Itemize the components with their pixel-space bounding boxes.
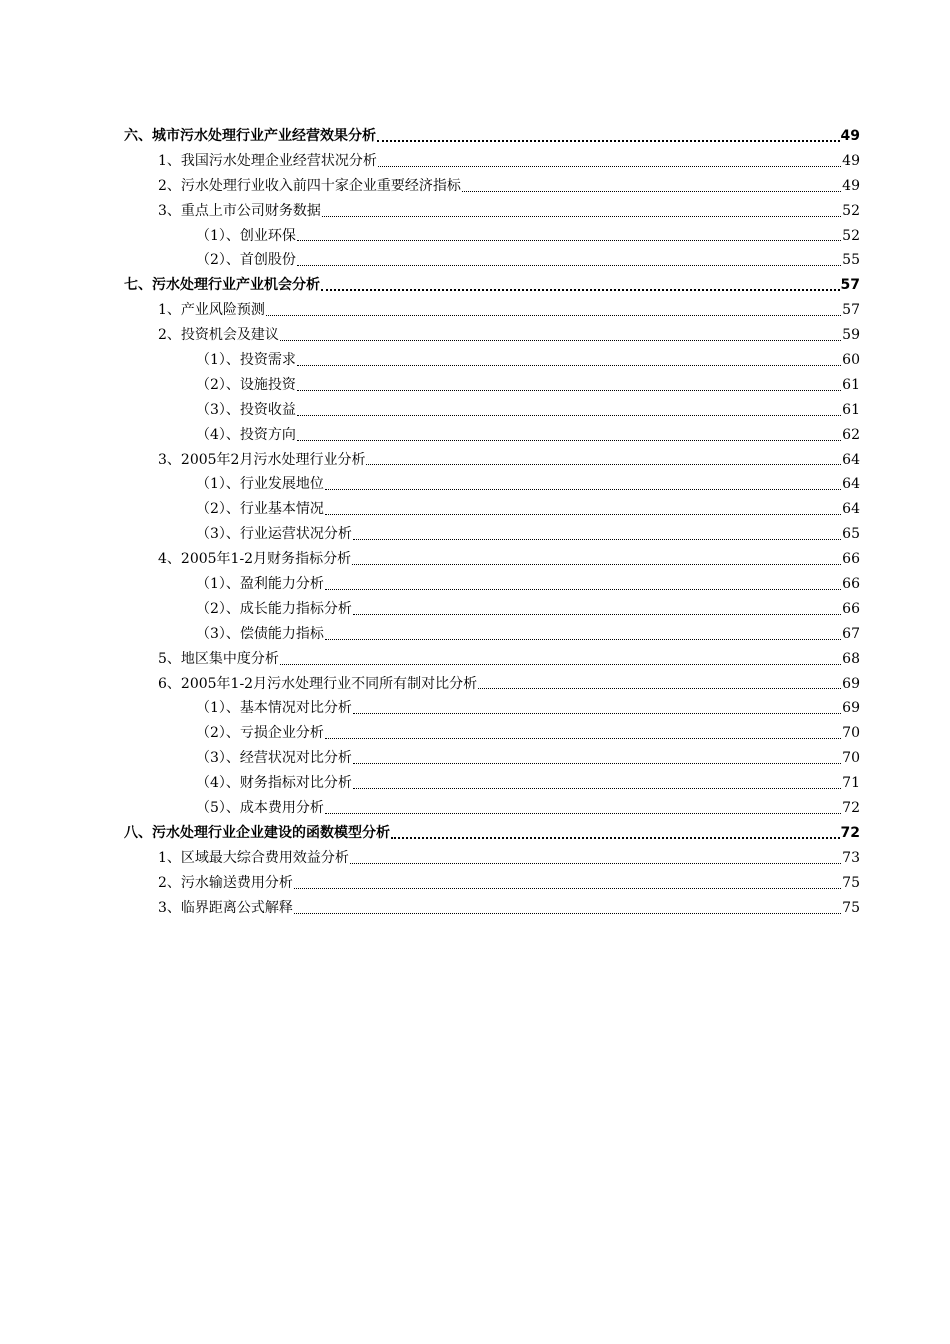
- toc-entry[interactable]: [124, 896, 860, 921]
- toc-dot-leader: [297, 239, 841, 241]
- toc-dot-leader: [391, 836, 840, 839]
- toc-dot-leader: [297, 414, 841, 416]
- toc-chapter-entry[interactable]: [124, 273, 860, 298]
- toc-page-number: 64: [842, 501, 860, 518]
- toc-entry[interactable]: [124, 348, 860, 373]
- toc-entry[interactable]: [124, 721, 860, 746]
- toc-dot-leader: [366, 463, 841, 465]
- toc-entry-title: （1）、投资需求: [196, 352, 296, 369]
- toc-page-number: 62: [842, 426, 860, 443]
- toc-dot-leader: [353, 787, 841, 789]
- toc-page-number: 64: [842, 451, 860, 468]
- toc-page-number: 61: [842, 376, 860, 393]
- toc-entry-title: 2、投资机会及建议: [158, 327, 279, 344]
- toc-chapter-entry[interactable]: [124, 124, 860, 149]
- toc-page-number: 75: [842, 874, 860, 891]
- toc-page-number: 68: [842, 650, 860, 667]
- toc-entry[interactable]: [124, 423, 860, 448]
- toc-entry-title: 2、污水输送费用分析: [158, 874, 293, 891]
- toc-entry[interactable]: [124, 871, 860, 896]
- toc-dot-leader: [297, 264, 841, 266]
- toc-dot-leader: [353, 613, 841, 615]
- toc-page-number: 69: [842, 675, 860, 692]
- toc-entry[interactable]: [124, 398, 860, 423]
- toc-page-number: 64: [842, 476, 860, 493]
- toc-entry[interactable]: [124, 472, 860, 497]
- toc-entry-title: （2）、行业基本情况: [196, 501, 324, 518]
- toc-dot-leader: [377, 139, 840, 142]
- toc-dot-leader: [294, 912, 841, 914]
- toc-entry-title: （1）、创业环保: [196, 227, 296, 244]
- toc-entry-title: 3、2005年2月污水处理行业分析: [158, 451, 366, 468]
- toc-page-number: 49: [842, 177, 860, 194]
- toc-page-number: 57: [840, 277, 860, 294]
- toc-entry-title: （5）、成本费用分析: [196, 800, 324, 817]
- toc-entry-title: （1）、行业发展地位: [196, 476, 324, 493]
- toc-dot-leader: [353, 538, 841, 540]
- toc-entry-title: （1）、盈利能力分析: [196, 576, 324, 593]
- toc-entry-title: 3、重点上市公司财务数据: [158, 202, 321, 219]
- toc-entry[interactable]: [124, 572, 860, 597]
- toc-page-number: 60: [842, 352, 860, 369]
- toc-page-number: 71: [842, 775, 860, 792]
- toc-dot-leader: [321, 288, 840, 291]
- toc-entry-title: （3）、偿债能力指标: [196, 625, 324, 642]
- toc-dot-leader: [325, 488, 841, 490]
- toc-entry[interactable]: [124, 522, 860, 547]
- toc-entry-title: 七、污水处理行业产业机会分析: [124, 277, 320, 294]
- toc-page-number: 61: [842, 401, 860, 418]
- toc-entry[interactable]: [124, 448, 860, 473]
- toc-entry-title: 1、区域最大综合费用效益分析: [158, 849, 349, 866]
- toc-page-number: 49: [842, 152, 860, 169]
- toc-page-number: 75: [842, 899, 860, 916]
- toc-entry[interactable]: [124, 497, 860, 522]
- toc-dot-leader: [325, 513, 841, 515]
- toc-page-number: 52: [842, 202, 860, 219]
- toc-entry-title: 4、2005年1-2月财务指标分析: [158, 551, 352, 568]
- toc-entry-title: （4）、投资方向: [196, 426, 296, 443]
- toc-entry[interactable]: [124, 672, 860, 697]
- toc-page-number: 66: [842, 600, 860, 617]
- toc-entry-title: 5、地区集中度分析: [158, 650, 279, 667]
- toc-dot-leader: [352, 563, 841, 565]
- toc-entry-title: （2）、成长能力指标分析: [196, 600, 352, 617]
- toc-dot-leader: [353, 712, 841, 714]
- toc-entry-title: 1、产业风险预测: [158, 302, 265, 319]
- toc-entry-title: 3、临界距离公式解释: [158, 899, 293, 916]
- toc-page-number: 70: [842, 750, 860, 767]
- toc-dot-leader: [266, 314, 841, 316]
- toc-dot-leader: [297, 439, 841, 441]
- toc-entry[interactable]: [124, 846, 860, 871]
- toc-entry[interactable]: [124, 373, 860, 398]
- toc-entry[interactable]: [124, 199, 860, 224]
- toc-entry-title: 八、污水处理行业企业建设的函数模型分析: [124, 824, 390, 841]
- toc-entry[interactable]: [124, 323, 860, 348]
- toc-entry[interactable]: [124, 149, 860, 174]
- table-of-contents: [124, 124, 860, 921]
- toc-page-number: 55: [842, 252, 860, 269]
- toc-page-number: 67: [842, 625, 860, 642]
- toc-entry[interactable]: [124, 547, 860, 572]
- toc-entry[interactable]: [124, 647, 860, 672]
- toc-dot-leader: [353, 762, 841, 764]
- toc-page-number: 52: [842, 227, 860, 244]
- toc-page-number: 73: [842, 849, 860, 866]
- toc-entry-title: （4）、财务指标对比分析: [196, 775, 352, 792]
- toc-entry-title: （3）、经营状况对比分析: [196, 750, 352, 767]
- toc-entry[interactable]: [124, 298, 860, 323]
- toc-dot-leader: [294, 887, 841, 889]
- toc-dot-leader: [325, 638, 841, 640]
- toc-entry-title: 6、2005年1-2月污水处理行业不同所有制对比分析: [158, 675, 478, 692]
- toc-dot-leader: [325, 737, 841, 739]
- toc-entry[interactable]: [124, 771, 860, 796]
- toc-chapter-entry[interactable]: [124, 821, 860, 846]
- toc-page-number: 49: [840, 128, 860, 144]
- toc-page-number: 72: [842, 800, 860, 817]
- toc-dot-leader: [350, 862, 841, 864]
- toc-dot-leader: [280, 663, 841, 665]
- toc-page-number: 59: [842, 327, 860, 344]
- toc-entry-title: 六、城市污水处理行业产业经营效果分析: [124, 128, 376, 144]
- toc-dot-leader: [378, 165, 841, 167]
- toc-entry-title: 1、我国污水处理企业经营状况分析: [158, 152, 377, 169]
- toc-page-number: 65: [842, 526, 860, 543]
- toc-entry-title: （3）、投资收益: [196, 401, 296, 418]
- toc-entry[interactable]: [124, 248, 860, 273]
- toc-page-number: 66: [842, 551, 860, 568]
- toc-entry[interactable]: [124, 622, 860, 647]
- toc-dot-leader: [297, 389, 841, 391]
- toc-entry[interactable]: [124, 174, 860, 199]
- toc-dot-leader: [462, 190, 841, 192]
- toc-entry-title: （2）、亏损企业分析: [196, 725, 324, 742]
- toc-entry[interactable]: [124, 796, 860, 821]
- toc-dot-leader: [322, 215, 841, 217]
- toc-entry-title: （3）、行业运营状况分析: [196, 526, 352, 543]
- toc-page-number: 72: [840, 824, 860, 841]
- toc-page-number: 66: [842, 576, 860, 593]
- toc-entry[interactable]: [124, 224, 860, 249]
- toc-entry-title: （1）、基本情况对比分析: [196, 700, 352, 717]
- toc-dot-leader: [325, 588, 841, 590]
- toc-page-number: 70: [842, 725, 860, 742]
- toc-page-number: 69: [842, 700, 860, 717]
- toc-page-number: 57: [842, 302, 860, 319]
- toc-entry[interactable]: [124, 597, 860, 622]
- toc-dot-leader: [297, 364, 841, 366]
- toc-dot-leader: [478, 687, 841, 689]
- toc-entry-title: （2）、设施投资: [196, 376, 296, 393]
- toc-entry-title: （2）、首创股份: [196, 252, 296, 269]
- toc-entry-title: 2、污水处理行业收入前四十家企业重要经济指标: [158, 177, 461, 194]
- toc-dot-leader: [280, 339, 841, 341]
- toc-dot-leader: [325, 812, 841, 814]
- toc-entry[interactable]: [124, 696, 860, 721]
- toc-entry[interactable]: [124, 746, 860, 771]
